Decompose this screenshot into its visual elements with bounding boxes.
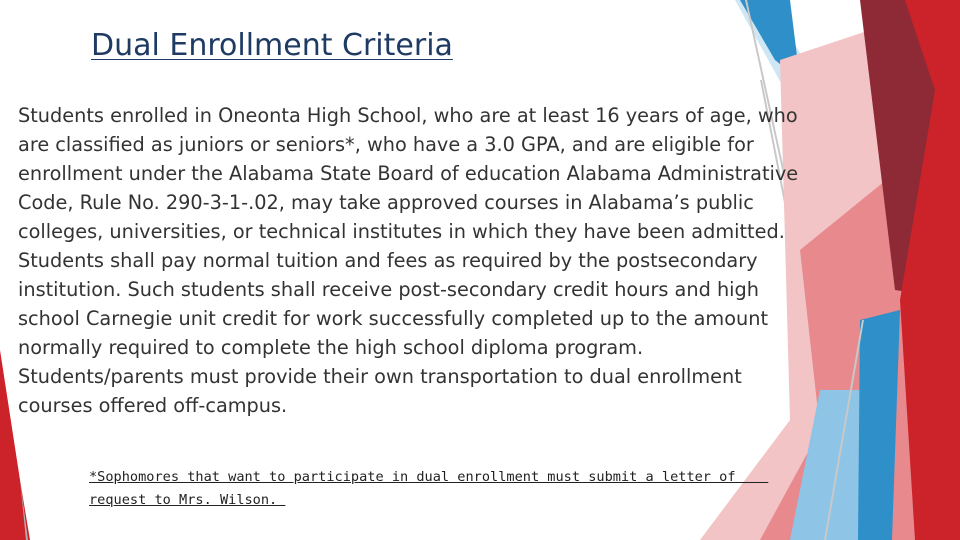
footnote [89,466,789,512]
criteria-paragraph: Students enrolled in Oneonta High School, who are at least 16 years of age, who are classified as juniors or seniors*, who have a 3.0 GPA, and are eligible for enrollment under the Alabama State Board of education Alabama Administrative Code, Rule No. 290-3-1-.02, may take approved courses in Alabama’s public colleges, universities, or technical institutes in which they have been admitted. Students shall pay normal tuition and fees as required by the postsecondary institution. Such students shall receive post-secondary credit hours and high school Carnegie unit credit for work successfully completed up to the amount normally required to complete the high school diploma program. Students/parents must provide their own transportation to dual enrollment courses offered off-campus. [18,104,799,417]
slide-title: Dual Enrollment Criteria [91,28,453,63]
footnote-line-1: *Sophomores that want to participate in dual enrollment must submit a letter of [89,469,769,485]
footnote-line-2: request to Mrs. Wilson. [89,492,286,508]
